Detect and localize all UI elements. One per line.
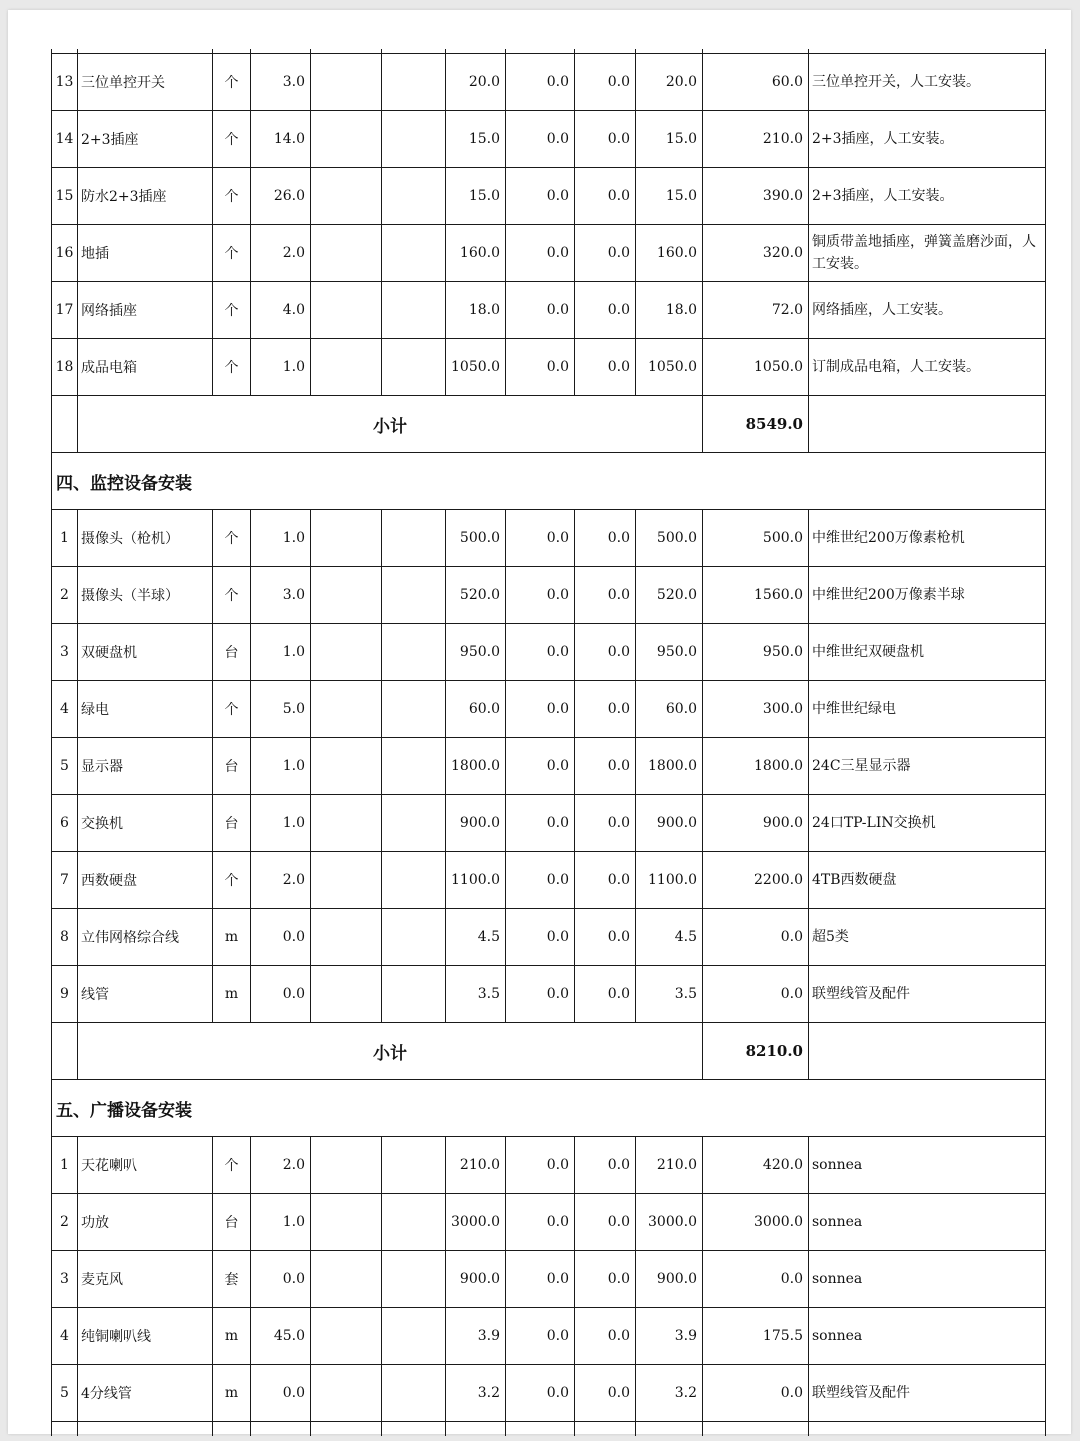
quantity-cell: 2.0 xyxy=(251,225,311,282)
fee-a-cell: 0.0 xyxy=(506,909,575,966)
section-title: 四、监控设备安装 xyxy=(52,453,1046,510)
unit-cell: 台 xyxy=(213,624,251,681)
blank-cell-cell xyxy=(382,168,446,225)
empty-cell xyxy=(636,1422,703,1437)
quantity-cell: 0.0 xyxy=(251,966,311,1023)
remark-cell: 中维世纪双硬盘机 xyxy=(809,624,1046,681)
quantity-cell: 2.0 xyxy=(251,852,311,909)
fee-a-cell: 0.0 xyxy=(506,624,575,681)
table-row xyxy=(52,795,1046,852)
line-total-cell: 1560.0 xyxy=(703,567,809,624)
item-name-cell: 天花喇叭 xyxy=(78,1137,213,1194)
fee-a-cell: 0.0 xyxy=(506,738,575,795)
unit-cell: 个 xyxy=(213,510,251,567)
blank-cell-cell xyxy=(311,852,382,909)
unit-price-cell: 160.0 xyxy=(446,225,506,282)
table-row xyxy=(52,54,1046,111)
remark-cell: 三位单控开关，人工安装。 xyxy=(809,54,1046,111)
quantity-cell: 5.0 xyxy=(251,681,311,738)
blank-cell-cell xyxy=(382,282,446,339)
row-number-cell: 7 xyxy=(52,852,78,909)
unit-total-cell: 3.5 xyxy=(636,966,703,1023)
subtotal-remark-cell xyxy=(809,396,1046,453)
empty-cell xyxy=(52,1422,78,1437)
unit-cell: 个 xyxy=(213,852,251,909)
table-row xyxy=(52,567,1046,624)
empty-cell xyxy=(575,1422,636,1437)
blank-cell-cell xyxy=(311,909,382,966)
quantity-cell: 45.0 xyxy=(251,1308,311,1365)
empty-cell xyxy=(506,1422,575,1437)
blank-cell-cell xyxy=(311,510,382,567)
line-total-cell: 0.0 xyxy=(703,909,809,966)
unit-cell: 个 xyxy=(213,111,251,168)
table-row xyxy=(52,1365,1046,1422)
fee-a-cell: 0.0 xyxy=(506,1308,575,1365)
line-total-cell: 3000.0 xyxy=(703,1194,809,1251)
table-row xyxy=(52,1194,1046,1251)
line-total-cell: 1050.0 xyxy=(703,339,809,396)
unit-cell: m xyxy=(213,1365,251,1422)
row-number-cell: 13 xyxy=(52,54,78,111)
unit-total-cell: 20.0 xyxy=(636,54,703,111)
table-body xyxy=(52,49,1046,1436)
blank-cell-cell xyxy=(311,738,382,795)
table-row xyxy=(52,1308,1046,1365)
subtotal-row xyxy=(52,396,1046,453)
remark-cell: 4TB西数硬盘 xyxy=(809,852,1046,909)
unit-cell: 个 xyxy=(213,168,251,225)
table-row xyxy=(52,168,1046,225)
blank-cell-cell xyxy=(311,1308,382,1365)
unit-cell: m xyxy=(213,1308,251,1365)
table-row xyxy=(52,339,1046,396)
unit-cell: 个 xyxy=(213,282,251,339)
line-total-cell: 420.0 xyxy=(703,1137,809,1194)
blank-cell-cell xyxy=(382,1251,446,1308)
item-name-cell: 成品电箱 xyxy=(78,339,213,396)
fee-b-cell: 0.0 xyxy=(575,624,636,681)
line-total-cell: 0.0 xyxy=(703,966,809,1023)
fee-a-cell: 0.0 xyxy=(506,966,575,1023)
item-name-cell: 地插 xyxy=(78,225,213,282)
unit-cell: 台 xyxy=(213,795,251,852)
blank-cell-cell xyxy=(311,795,382,852)
quantity-cell: 1.0 xyxy=(251,738,311,795)
line-total-cell: 320.0 xyxy=(703,225,809,282)
unit-price-cell: 900.0 xyxy=(446,1251,506,1308)
fee-b-cell: 0.0 xyxy=(575,1194,636,1251)
remark-cell: sonnea xyxy=(809,1194,1046,1251)
item-name-cell: 显示器 xyxy=(78,738,213,795)
unit-price-cell: 15.0 xyxy=(446,111,506,168)
unit-price-cell: 20.0 xyxy=(446,54,506,111)
unit-price-cell: 3000.0 xyxy=(446,1194,506,1251)
remark-cell: 联塑线管及配件 xyxy=(809,966,1046,1023)
quantity-cell: 1.0 xyxy=(251,795,311,852)
line-total-cell: 72.0 xyxy=(703,282,809,339)
remark-cell: sonnea xyxy=(809,1308,1046,1365)
row-number-cell: 5 xyxy=(52,1365,78,1422)
item-name-cell: 交换机 xyxy=(78,795,213,852)
unit-total-cell: 4.5 xyxy=(636,909,703,966)
subtotal-blank-cell xyxy=(52,396,78,453)
blank-cell-cell xyxy=(311,225,382,282)
section-header-row xyxy=(52,1080,1046,1137)
blank-cell-cell xyxy=(382,1194,446,1251)
row-number-cell: 1 xyxy=(52,510,78,567)
unit-price-cell: 900.0 xyxy=(446,795,506,852)
row-number-cell: 18 xyxy=(52,339,78,396)
unit-price-cell: 1100.0 xyxy=(446,852,506,909)
unit-total-cell: 15.0 xyxy=(636,168,703,225)
fee-b-cell: 0.0 xyxy=(575,282,636,339)
unit-total-cell: 210.0 xyxy=(636,1137,703,1194)
unit-price-cell: 18.0 xyxy=(446,282,506,339)
item-name-cell: 防水2+3插座 xyxy=(78,168,213,225)
unit-price-cell: 500.0 xyxy=(446,510,506,567)
fee-a-cell: 0.0 xyxy=(506,282,575,339)
item-name-cell: 双硬盘机 xyxy=(78,624,213,681)
item-name-cell: 麦克风 xyxy=(78,1251,213,1308)
subtotal-value: 8549.0 xyxy=(703,396,809,453)
row-number-cell: 16 xyxy=(52,225,78,282)
blank-cell-cell xyxy=(311,1137,382,1194)
fee-b-cell: 0.0 xyxy=(575,339,636,396)
unit-cell: m xyxy=(213,909,251,966)
table-row xyxy=(52,681,1046,738)
table-row xyxy=(52,624,1046,681)
quantity-cell: 1.0 xyxy=(251,624,311,681)
remark-cell: 订制成品电箱，人工安装。 xyxy=(809,339,1046,396)
blank-cell-cell xyxy=(311,1365,382,1422)
item-name-cell: 线管 xyxy=(78,966,213,1023)
blank-cell-cell xyxy=(311,1251,382,1308)
row-number-cell: 15 xyxy=(52,168,78,225)
table-row xyxy=(52,282,1046,339)
line-total-cell: 175.5 xyxy=(703,1308,809,1365)
fee-b-cell: 0.0 xyxy=(575,510,636,567)
quantity-cell: 0.0 xyxy=(251,1365,311,1422)
fee-a-cell: 0.0 xyxy=(506,510,575,567)
subtotal-blank-cell xyxy=(52,1023,78,1080)
subtotal-row xyxy=(52,1023,1046,1080)
empty-cell xyxy=(251,1422,311,1437)
row-number-cell: 3 xyxy=(52,624,78,681)
quantity-cell: 0.0 xyxy=(251,1251,311,1308)
unit-total-cell: 1100.0 xyxy=(636,852,703,909)
unit-price-cell: 520.0 xyxy=(446,567,506,624)
unit-total-cell: 3.9 xyxy=(636,1308,703,1365)
fee-b-cell: 0.0 xyxy=(575,54,636,111)
unit-total-cell: 900.0 xyxy=(636,795,703,852)
fee-b-cell: 0.0 xyxy=(575,681,636,738)
unit-total-cell: 160.0 xyxy=(636,225,703,282)
blank-cell-cell xyxy=(382,738,446,795)
unit-total-cell: 1050.0 xyxy=(636,339,703,396)
table-row xyxy=(52,909,1046,966)
empty-cell xyxy=(446,1422,506,1437)
remark-cell: 超5类 xyxy=(809,909,1046,966)
unit-price-cell: 950.0 xyxy=(446,624,506,681)
quantity-cell: 4.0 xyxy=(251,282,311,339)
remark-cell: 中维世纪绿电 xyxy=(809,681,1046,738)
table-row xyxy=(52,510,1046,567)
blank-cell-cell xyxy=(382,795,446,852)
fee-a-cell: 0.0 xyxy=(506,1137,575,1194)
table-row xyxy=(52,738,1046,795)
fee-a-cell: 0.0 xyxy=(506,339,575,396)
quantity-cell: 1.0 xyxy=(251,339,311,396)
blank-cell-cell xyxy=(382,225,446,282)
fee-a-cell: 0.0 xyxy=(506,168,575,225)
item-name-cell: 网络插座 xyxy=(78,282,213,339)
fee-b-cell: 0.0 xyxy=(575,567,636,624)
blank-cell-cell xyxy=(311,111,382,168)
table-row-cut-bottom xyxy=(52,1422,1046,1437)
fee-a-cell: 0.0 xyxy=(506,567,575,624)
remark-cell: sonnea xyxy=(809,1251,1046,1308)
remark-cell: 2+3插座，人工安装。 xyxy=(809,168,1046,225)
blank-cell-cell xyxy=(382,567,446,624)
line-total-cell: 0.0 xyxy=(703,1251,809,1308)
fee-a-cell: 0.0 xyxy=(506,225,575,282)
table-row xyxy=(52,852,1046,909)
quantity-cell: 1.0 xyxy=(251,1194,311,1251)
empty-cell xyxy=(382,1422,446,1437)
blank-cell-cell xyxy=(382,54,446,111)
line-total-cell: 0.0 xyxy=(703,1365,809,1422)
item-name-cell: 功放 xyxy=(78,1194,213,1251)
line-total-cell: 900.0 xyxy=(703,795,809,852)
unit-price-cell: 3.5 xyxy=(446,966,506,1023)
unit-cell: 个 xyxy=(213,54,251,111)
blank-cell-cell xyxy=(382,111,446,168)
unit-price-cell: 1050.0 xyxy=(446,339,506,396)
unit-price-cell: 4.5 xyxy=(446,909,506,966)
blank-cell-cell xyxy=(311,567,382,624)
blank-cell-cell xyxy=(311,339,382,396)
remark-cell: 2+3插座，人工安装。 xyxy=(809,111,1046,168)
unit-price-cell: 210.0 xyxy=(446,1137,506,1194)
unit-cell: 个 xyxy=(213,567,251,624)
item-name-cell: 摄像头（枪机） xyxy=(78,510,213,567)
blank-cell-cell xyxy=(382,339,446,396)
empty-cell xyxy=(78,1422,213,1437)
line-total-cell: 2200.0 xyxy=(703,852,809,909)
unit-price-cell: 3.2 xyxy=(446,1365,506,1422)
fee-b-cell: 0.0 xyxy=(575,738,636,795)
remark-cell: 中维世纪200万像素枪机 xyxy=(809,510,1046,567)
unit-cell: 个 xyxy=(213,1137,251,1194)
blank-cell-cell xyxy=(382,510,446,567)
blank-cell-cell xyxy=(382,1137,446,1194)
quantity-cell: 14.0 xyxy=(251,111,311,168)
line-total-cell: 950.0 xyxy=(703,624,809,681)
unit-cell: 台 xyxy=(213,1194,251,1251)
subtotal-value: 8210.0 xyxy=(703,1023,809,1080)
fee-a-cell: 0.0 xyxy=(506,1365,575,1422)
unit-cell: 台 xyxy=(213,738,251,795)
unit-price-cell: 15.0 xyxy=(446,168,506,225)
empty-cell xyxy=(213,1422,251,1437)
unit-cell: 个 xyxy=(213,339,251,396)
item-name-cell: 立伟网格综合线 xyxy=(78,909,213,966)
item-name-cell: 纯铜喇叭线 xyxy=(78,1308,213,1365)
unit-total-cell: 900.0 xyxy=(636,1251,703,1308)
remark-cell: 24口TP-LIN交换机 xyxy=(809,795,1046,852)
fee-a-cell: 0.0 xyxy=(506,1251,575,1308)
remark-cell: 联塑线管及配件 xyxy=(809,1365,1046,1422)
quantity-cell: 3.0 xyxy=(251,54,311,111)
line-total-cell: 500.0 xyxy=(703,510,809,567)
line-total-cell: 60.0 xyxy=(703,54,809,111)
blank-cell-cell xyxy=(382,624,446,681)
line-total-cell: 210.0 xyxy=(703,111,809,168)
blank-cell-cell xyxy=(311,624,382,681)
row-number-cell: 14 xyxy=(52,111,78,168)
table-row xyxy=(52,111,1046,168)
fee-a-cell: 0.0 xyxy=(506,1194,575,1251)
blank-cell-cell xyxy=(311,282,382,339)
unit-total-cell: 950.0 xyxy=(636,624,703,681)
fee-b-cell: 0.0 xyxy=(575,909,636,966)
fee-b-cell: 0.0 xyxy=(575,168,636,225)
row-number-cell: 2 xyxy=(52,567,78,624)
item-name-cell: 2+3插座 xyxy=(78,111,213,168)
subtotal-remark-cell xyxy=(809,1023,1046,1080)
quantity-cell: 0.0 xyxy=(251,909,311,966)
quotation-table xyxy=(51,49,1046,1436)
item-name-cell: 4分线管 xyxy=(78,1365,213,1422)
fee-b-cell: 0.0 xyxy=(575,111,636,168)
blank-cell-cell xyxy=(382,1308,446,1365)
remark-cell: 网络插座，人工安装。 xyxy=(809,282,1046,339)
line-total-cell: 300.0 xyxy=(703,681,809,738)
blank-cell-cell xyxy=(311,681,382,738)
blank-cell-cell xyxy=(311,54,382,111)
blank-cell-cell xyxy=(382,681,446,738)
unit-cell: 个 xyxy=(213,681,251,738)
fee-b-cell: 0.0 xyxy=(575,1251,636,1308)
fee-b-cell: 0.0 xyxy=(575,1365,636,1422)
section-header-row xyxy=(52,453,1046,510)
remark-cell: 中维世纪200万像素半球 xyxy=(809,567,1046,624)
fee-a-cell: 0.0 xyxy=(506,852,575,909)
unit-total-cell: 1800.0 xyxy=(636,738,703,795)
table-row xyxy=(52,966,1046,1023)
unit-total-cell: 18.0 xyxy=(636,282,703,339)
unit-total-cell: 500.0 xyxy=(636,510,703,567)
table-row xyxy=(52,1251,1046,1308)
remark-cell: sonnea xyxy=(809,1137,1046,1194)
fee-b-cell: 0.0 xyxy=(575,966,636,1023)
quantity-cell: 1.0 xyxy=(251,510,311,567)
item-name-cell: 摄像头（半球） xyxy=(78,567,213,624)
fee-a-cell: 0.0 xyxy=(506,681,575,738)
blank-cell-cell xyxy=(382,852,446,909)
section-title: 五、广播设备安装 xyxy=(52,1080,1046,1137)
unit-cell: m xyxy=(213,966,251,1023)
unit-total-cell: 520.0 xyxy=(636,567,703,624)
subtotal-label: 小计 xyxy=(78,396,703,453)
fee-b-cell: 0.0 xyxy=(575,852,636,909)
row-number-cell: 1 xyxy=(52,1137,78,1194)
unit-price-cell: 1800.0 xyxy=(446,738,506,795)
item-name-cell: 绿电 xyxy=(78,681,213,738)
row-number-cell: 8 xyxy=(52,909,78,966)
row-number-cell: 5 xyxy=(52,738,78,795)
unit-total-cell: 3.2 xyxy=(636,1365,703,1422)
blank-cell-cell xyxy=(311,966,382,1023)
empty-cell xyxy=(809,1422,1046,1437)
fee-b-cell: 0.0 xyxy=(575,795,636,852)
row-number-cell: 9 xyxy=(52,966,78,1023)
blank-cell-cell xyxy=(311,168,382,225)
subtotal-label: 小计 xyxy=(78,1023,703,1080)
unit-total-cell: 15.0 xyxy=(636,111,703,168)
unit-cell: 个 xyxy=(213,225,251,282)
item-name-cell: 西数硬盘 xyxy=(78,852,213,909)
table-row xyxy=(52,225,1046,282)
fee-b-cell: 0.0 xyxy=(575,225,636,282)
line-total-cell: 390.0 xyxy=(703,168,809,225)
fee-a-cell: 0.0 xyxy=(506,54,575,111)
unit-price-cell: 60.0 xyxy=(446,681,506,738)
unit-price-cell: 3.9 xyxy=(446,1308,506,1365)
fee-a-cell: 0.0 xyxy=(506,111,575,168)
row-number-cell: 4 xyxy=(52,1308,78,1365)
quantity-cell: 2.0 xyxy=(251,1137,311,1194)
empty-cell xyxy=(311,1422,382,1437)
row-number-cell: 17 xyxy=(52,282,78,339)
unit-cell: 套 xyxy=(213,1251,251,1308)
blank-cell-cell xyxy=(311,1194,382,1251)
document-page xyxy=(8,10,1071,1434)
table-row xyxy=(52,1137,1046,1194)
remark-cell: 铜质带盖地插座，弹簧盖磨沙面，人工安装。 xyxy=(809,225,1046,282)
fee-b-cell: 0.0 xyxy=(575,1308,636,1365)
row-number-cell: 2 xyxy=(52,1194,78,1251)
fee-b-cell: 0.0 xyxy=(575,1137,636,1194)
empty-cell xyxy=(703,1422,809,1437)
blank-cell-cell xyxy=(382,909,446,966)
blank-cell-cell xyxy=(382,966,446,1023)
remark-cell: 24C三星显示器 xyxy=(809,738,1046,795)
unit-total-cell: 60.0 xyxy=(636,681,703,738)
quantity-cell: 3.0 xyxy=(251,567,311,624)
unit-total-cell: 3000.0 xyxy=(636,1194,703,1251)
quantity-cell: 26.0 xyxy=(251,168,311,225)
row-number-cell: 3 xyxy=(52,1251,78,1308)
blank-cell-cell xyxy=(382,1365,446,1422)
item-name-cell: 三位单控开关 xyxy=(78,54,213,111)
row-number-cell: 4 xyxy=(52,681,78,738)
fee-a-cell: 0.0 xyxy=(506,795,575,852)
row-number-cell: 6 xyxy=(52,795,78,852)
line-total-cell: 1800.0 xyxy=(703,738,809,795)
